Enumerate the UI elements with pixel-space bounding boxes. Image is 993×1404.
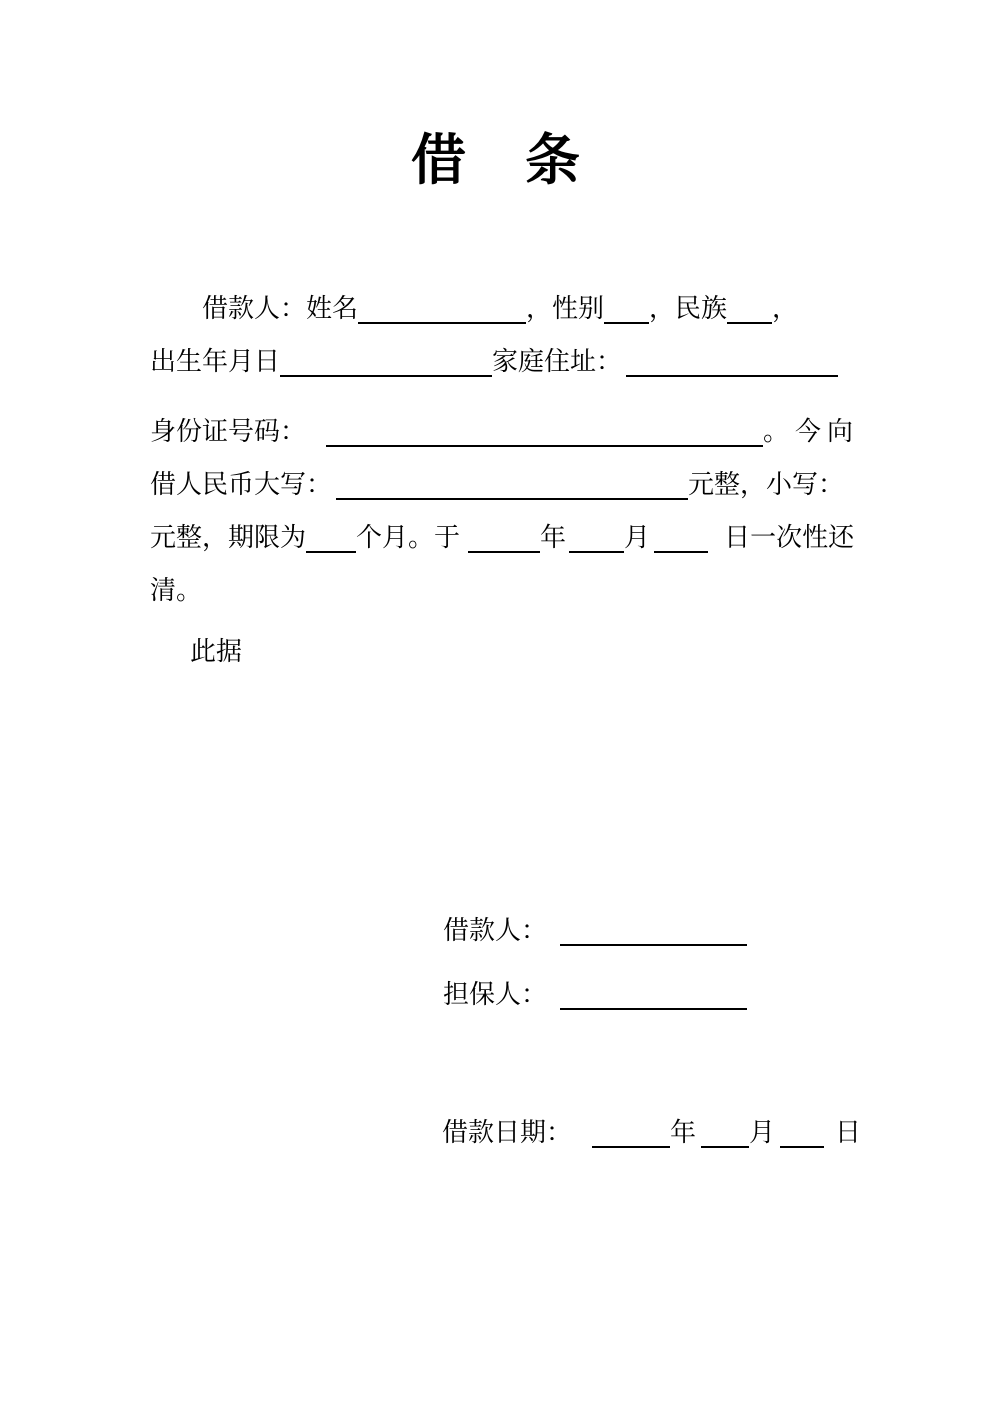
loan-date-label: 借款日期： [442, 1118, 573, 1147]
address-label: 家庭住址： [492, 347, 623, 376]
name-blank [358, 296, 526, 324]
amount-words-blank [336, 472, 688, 500]
now-borrow-text: 。今向 [763, 417, 860, 446]
loan-terms-paragraph [150, 405, 866, 617]
term-label: 元整，期限为 [150, 523, 307, 552]
guarantor-signature-label: 担保人： [443, 980, 548, 1009]
date-month-blank [701, 1120, 749, 1148]
repay-in-full-text: 日一次性还 [724, 523, 855, 552]
borrower-info-paragraph [150, 282, 866, 388]
birthdate-label: 出生年月日 [150, 347, 281, 376]
loan-date-row [442, 1106, 861, 1159]
id-number-line [150, 405, 866, 458]
amount-words-line [150, 458, 866, 511]
repay-year-blank [468, 525, 540, 553]
year-label: 年 [670, 1118, 697, 1147]
date-day-blank [780, 1120, 824, 1148]
closing-text: 此据 [190, 637, 243, 666]
borrower-name-label: 借款人：姓名 [202, 294, 359, 323]
amount-words-label: 借人民币大写： [150, 470, 333, 499]
id-number-blank [326, 419, 763, 447]
term-months-blank [306, 525, 356, 553]
address-blank [626, 349, 838, 377]
date-year-blank [592, 1120, 670, 1148]
borrower-info-line-1 [150, 282, 866, 335]
repay-month-blank [569, 525, 624, 553]
repay-year-label: 年 [540, 523, 567, 552]
gender-label: ，性别 [526, 294, 605, 323]
id-number-label: 身份证号码： [150, 417, 307, 446]
ethnicity-label: ，民族 [649, 294, 728, 323]
month-label: 月 [749, 1118, 776, 1147]
day-label: 日 [835, 1118, 862, 1147]
guarantor-signature-blank [560, 982, 747, 1010]
birthdate-blank [280, 349, 492, 377]
term-and-due-date-line [150, 511, 866, 564]
paragraph-end-line [150, 564, 866, 617]
repay-day-blank [654, 525, 708, 553]
borrower-signature-row [443, 904, 747, 957]
borrower-info-line-2 [150, 335, 866, 388]
borrower-signature-label: 借款人： [443, 916, 548, 945]
months-on-text: 个月。于 [356, 523, 461, 552]
page-title: 借 条 [410, 130, 582, 191]
gender-blank [604, 296, 649, 324]
ethnicity-blank [727, 296, 772, 324]
amount-figures-label: 元整，小写： [688, 470, 845, 499]
repay-month-label: 月 [624, 523, 651, 552]
closing-phrase [190, 625, 242, 678]
comma-text: ， [772, 294, 799, 323]
paragraph-end-text: 清。 [150, 576, 203, 605]
borrower-signature-blank [560, 918, 747, 946]
guarantor-signature-row [443, 968, 747, 1021]
